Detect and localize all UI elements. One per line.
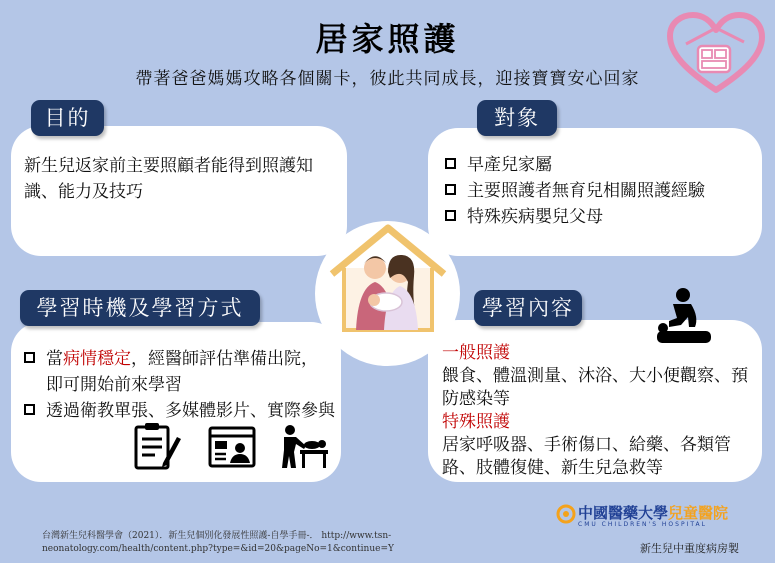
cpr-icon: [655, 287, 713, 347]
page-title: 居家照護: [315, 20, 460, 58]
hospital-emblem-icon: [556, 504, 576, 524]
content-tag: 學習內容: [474, 290, 582, 326]
timing-list: [24, 346, 334, 424]
video-icon: [208, 426, 256, 468]
timing-item2: 透過衛教單張、多媒體影片、實際參與: [46, 401, 335, 421]
content-block: [442, 342, 758, 480]
list-item: [24, 398, 346, 424]
hospital-name: 中國醫藥大學: [578, 504, 669, 522]
page-subtitle: 帶著爸爸媽媽攻略各個關卡，彼此共同成長，迎接寶寶安心回家: [135, 69, 640, 89]
hospital-kids: 兒童醫院: [668, 504, 729, 522]
special-care-text: 居家呼吸器、手術傷口、給藥、各類管路、肢體復健、新生兒急救等: [442, 435, 731, 478]
checkbox-square-icon: [24, 404, 35, 415]
checkbox-square-icon: [445, 184, 456, 195]
timing-item1-prefix: 當: [46, 349, 63, 369]
target-list: [445, 152, 755, 230]
timing-tag: 學習時機及學習方式: [20, 290, 260, 326]
checkbox-square-icon: [445, 158, 456, 169]
list-item-label: 主要照護者無育兒相關照護經驗: [467, 181, 705, 201]
list-item: [445, 178, 755, 204]
hospital-english: CMU CHILDREN'S HOSPITAL: [578, 521, 707, 528]
hospital-logo: [556, 502, 756, 530]
checkbox-square-icon: [445, 210, 456, 221]
diaper-change-icon: [278, 424, 330, 470]
list-item: [445, 152, 755, 178]
general-care-text: 餵食、體溫測量、沐浴、大小便觀察、預防感染等: [442, 366, 748, 409]
list-item: [24, 346, 334, 398]
special-care-heading: 特殊照護: [442, 412, 510, 432]
goal-text: 新生兒返家前主要照顧者能得到照護知識、能力及技巧: [24, 156, 313, 202]
checkbox-square-icon: [24, 352, 35, 363]
citation: 台灣新生兒科醫學會（2021）．新生兒個別化發展性照護-自學手冊-． http://www.tsn-neonatology.com/health/content.php?type=&id=20&pageNo=1&continue=Y: [42, 531, 394, 554]
list-item-label: 特殊疾病嬰兒父母: [467, 207, 603, 227]
goal-tag: 目的: [31, 100, 104, 136]
list-item-label: 早產兒家屬: [467, 155, 552, 175]
list-item: [445, 204, 755, 230]
general-care-heading: 一般照護: [442, 343, 510, 363]
ward-credit: 新生兒中重度病房製: [640, 542, 739, 555]
target-tag: 對象: [477, 100, 557, 136]
family-house-icon: [320, 218, 456, 334]
timing-item1-suffix: ，經醫師評估準備出院，即可開始前來學習: [46, 349, 318, 395]
heart-logo-icon: [666, 12, 766, 94]
worksheet-icon: [133, 421, 181, 471]
timing-highlight: 病情穩定: [63, 349, 131, 369]
